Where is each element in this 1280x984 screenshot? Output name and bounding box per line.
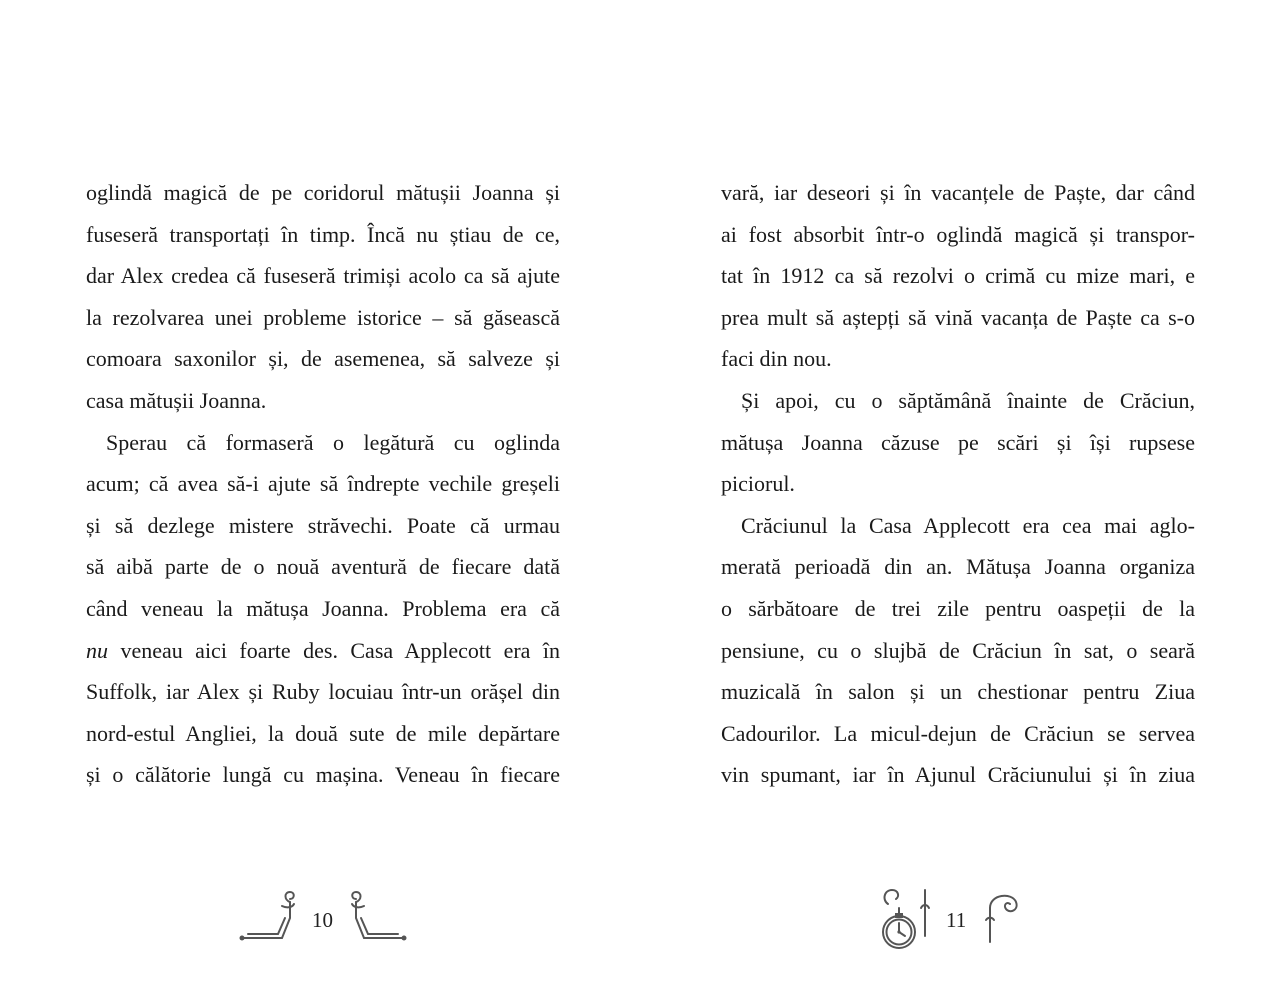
text-line: la rezolvarea unei probleme istorice – să găsească	[86, 304, 560, 330]
text-line: tat în 1912 ca să rezolvi o crimă cu mize mari, e	[721, 263, 1195, 289]
text-line: vară, iar deseori și în vacanțele de Paște, dar când	[721, 180, 1195, 205]
text-line: Și apoi, cu o săptămână înainte de Crăciun,	[741, 387, 1195, 413]
flourish-left-icon	[238, 890, 302, 944]
text-line: mătușa Joanna căzuse pe scări și își rupsese	[721, 429, 1195, 455]
text-line: merată perioadă din an. Mătușa Joanna organiza	[721, 554, 1195, 580]
text-line: nord-estul Angliei, la două sute de mile depărtare	[86, 720, 560, 746]
text-line: prea mult să aștepți să vină vacanța de Paște ca s-o	[721, 304, 1195, 330]
page-number: 11	[946, 908, 967, 932]
right-page	[640, 0, 1280, 984]
italic-word: nu	[86, 637, 108, 663]
text-line: fuseseră transportați în timp. Încă nu știau de ce,	[86, 221, 560, 247]
text-line-rest: veneau aici foarte des. Casa Applecott era în	[108, 637, 560, 663]
left-page-text	[86, 172, 560, 796]
text-line: faci din nou.	[721, 346, 832, 372]
text-line: Crăciunul la Casa Applecott era cea mai aglo-	[741, 512, 1195, 538]
text-line: dar Alex credea că fuseseră trimiși acolo ca să ajute	[86, 263, 560, 289]
text-line: o sărbătoare de trei zile pentru oaspeții de la	[721, 595, 1195, 621]
text-line: Sperau că formaseră o legătură cu oglinda	[106, 429, 560, 455]
text-line: vin spumant, iar în Ajunul Crăciunului și în ziua	[721, 762, 1195, 788]
text-line	[86, 630, 560, 672]
flourish-right-icon	[344, 890, 408, 944]
text-line: și să dezlege mistere străvechi. Poate că urmau	[86, 512, 560, 538]
pocket-watch-icon	[880, 886, 936, 952]
text-line: piciorul.	[721, 471, 795, 497]
right-page-text	[721, 172, 1195, 796]
text-line: oglindă magică de pe coridorul mătușii Joanna și	[86, 180, 560, 205]
text-line: Cadourilor. La micul-dejun de Crăciun se servea	[721, 720, 1195, 746]
text-line: casa mătușii Joanna.	[86, 387, 267, 413]
text-line: ai fost absorbit într-o oglindă magică și transpor-	[721, 221, 1195, 247]
text-line: comoara saxonilor și, de asemenea, să salveze și	[86, 346, 560, 372]
text-line: acum; că avea să-i ajute să îndrepte vechile greșeli	[86, 471, 560, 497]
text-line: muzicală în salon și un chestionar pentru Ziua	[721, 679, 1195, 705]
flourish-icon	[984, 890, 1024, 946]
text-line: când veneau la mătușa Joanna. Problema era că	[86, 595, 560, 621]
text-line: Suffolk, iar Alex și Ruby locuiau într-un orășel din	[86, 679, 560, 705]
text-line: și o călătorie lungă cu mașina. Veneau în fiecare	[86, 762, 560, 788]
page-number: 10	[312, 908, 333, 932]
text-line: să aibă parte de o nouă aventură de fiecare dată	[86, 554, 560, 580]
text-line: pensiune, cu o slujbă de Crăciun în sat, o seară	[721, 637, 1195, 663]
